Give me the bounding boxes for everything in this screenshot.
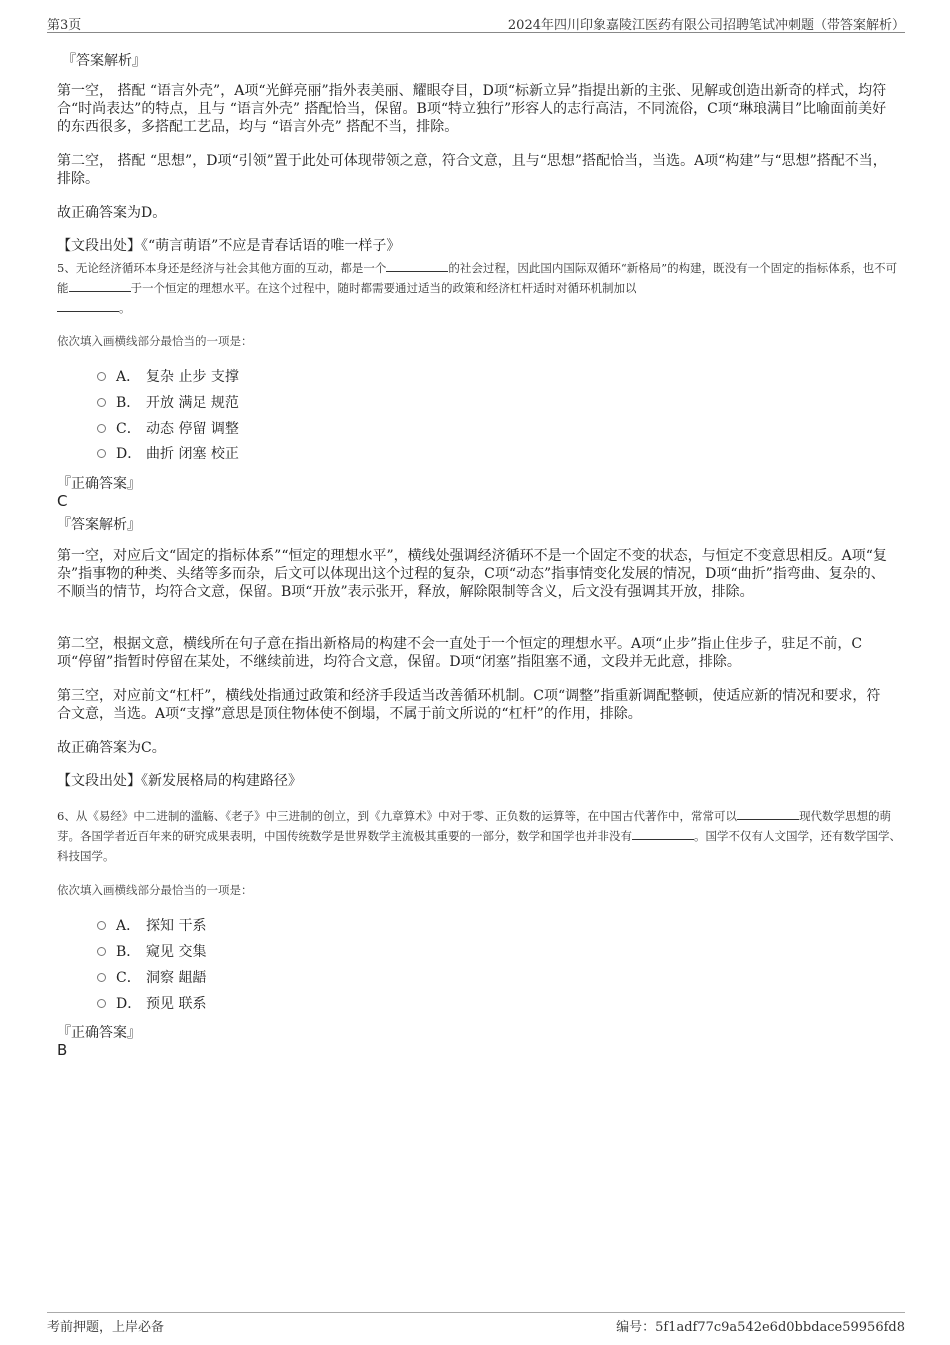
question-5-option-d[interactable]: D． 曲折 闭塞 校正 — [97, 444, 239, 464]
analysis-label: 『答案解析』 — [62, 53, 146, 69]
radio-icon[interactable] — [97, 999, 106, 1008]
radio-icon[interactable] — [97, 398, 106, 407]
page-number: 第3页 — [47, 18, 82, 33]
correct-answer: C — [57, 492, 68, 510]
analysis-paragraph-1: 第一空，对应后文“固定的指标体系”“恒定的理想水平”，横线处强调经济循环不是一个固定不变的状态，与恒定不变意思相反。A项“复杂”指事物的种类、头绪等多而杂，后文可以体现出这个过程的复杂，C项“动态”指事情变化发展的情况，D项“曲折”指弯曲、复杂的、不顺当的情节，均符合文意，保留。B项“开放”表示张开，释放，解除限制等含义，后文没有强调其开放，排除。 — [57, 548, 887, 600]
document-title: 2024年四川印象嘉陵江医药有限公司招聘笔试冲刺题（带答案解析） — [507, 18, 905, 33]
question-5-option-a[interactable]: A． 复杂 止步 支撑 — [97, 367, 239, 387]
analysis-paragraph-1: 第一空， 搭配 “语言外壳”，A项“光鲜亮丽”指外表美丽、耀眼夺目，D项“标新立异”指提出新的主张、见解或创造出新奇的样式，均符合“时尚表达”的特点，且与 “语言外壳” 搭配恰当，保留。B项“特立独行”形容人的志行高洁，不同流俗，C项“琳琅满目”比喻面前美好的东西很多，多搭配工艺品，均与 “语言外壳” 搭配不当，排除。 — [57, 83, 887, 135]
analysis-paragraph-2: 第二空， 搭配 “思想”，D项“引领”置于此处可体现带领之意，符合文意，且与“思想”搭配恰当，当选。A项“构建”与“思想”搭配不当，排除。 — [57, 153, 887, 187]
question-6-option-a[interactable]: A． 探知 干系 — [97, 916, 206, 936]
passage-source: 【文段出处】《“萌言萌语”不应是青春话语的唯一样子》 — [57, 238, 401, 254]
analysis-conclusion: 故正确答案为D。 — [57, 205, 167, 221]
radio-icon[interactable] — [97, 424, 106, 433]
document-serial: 编号：5f1adf77c9a542e6d0bbdace59956fd8 — [616, 1320, 905, 1335]
correct-answer: B — [57, 1041, 68, 1059]
question-5-option-b[interactable]: B． 开放 满足 规范 — [97, 393, 239, 413]
question-6-prompt: 依次填入画横线部分最恰当的一项是： — [57, 883, 253, 897]
analysis-label: 『答案解析』 — [57, 517, 141, 533]
radio-icon[interactable] — [97, 947, 106, 956]
correct-answer-label: 『正确答案』 — [57, 476, 141, 492]
fill-blank — [386, 260, 448, 272]
fill-blank — [632, 828, 694, 840]
analysis-paragraph-3: 第三空，对应前文“杠杆”，横线处指通过政策和经济手段适当改善循环机制。C项“调整”指重新调配整顿，使适应新的情况和要求，符合文意，当选。A项“支撑”意思是顶住物体使不倒塌，不属于前文所说的“杠杆”的作用，排除。 — [57, 688, 881, 722]
question-5-prompt: 依次填入画横线部分最恰当的一项是： — [57, 334, 253, 348]
fill-blank — [69, 280, 131, 292]
page-footer — [47, 1312, 905, 1335]
radio-icon[interactable] — [97, 921, 106, 930]
question-6-option-d[interactable]: D． 预见 联系 — [97, 994, 206, 1014]
radio-icon[interactable] — [97, 449, 106, 458]
radio-icon[interactable] — [97, 372, 106, 381]
correct-answer-label: 『正确答案』 — [57, 1025, 141, 1041]
passage-source: 【文段出处】《新发展格局的构建路径》 — [57, 773, 302, 789]
question-6-text: 6、从《易经》中二进制的滥觞、《老子》中三进制的创立，到《九章算术》中对于零、正负数的运算等，在中国古代著作中，常常可以 现代数学思想的萌芽。各国学者近百年来的研究成果表明，中国传统数学是世界数学主流极其重要的一部分，数学和国学也并非没有 。国学不仅有人文国学，还有数学国学、科技国学。 — [57, 809, 901, 863]
question-5-option-c[interactable]: C． 动态 停留 调整 — [97, 419, 239, 439]
analysis-conclusion: 故正确答案为C。 — [57, 740, 166, 756]
fill-blank — [57, 300, 119, 312]
question-6-option-c[interactable]: C． 洞察 龃龉 — [97, 968, 206, 988]
question-5-text: 5、无论经济循环本身还是经济与社会其他方面的互动，都是一个 的社会过程，因此国内国际双循环“新格局”的构建，既没有一个固定的指标体系，也不可能 于一个恒定的理想水平。在这个过程中，随时都需要通过适当的政策和经济杠杆适时对循环机制加以 。 — [57, 261, 898, 315]
page-header — [47, 14, 905, 33]
analysis-paragraph-2: 第二空，根据文意，横线所在句子意在指出新格局的构建不会一直处于一个恒定的理想水平。A项“止步”指止住步子，驻足不前，C项“停留”指暂时停留在某处，不继续前进，均符合文意，保留。D项“闭塞”指阻塞不通，文段并无此意，排除。 — [57, 636, 863, 670]
fill-blank — [737, 808, 799, 820]
question-6-option-b[interactable]: B． 窥见 交集 — [97, 942, 206, 962]
radio-icon[interactable] — [97, 973, 106, 982]
footer-slogan: 考前押题，上岸必备 — [47, 1320, 165, 1335]
